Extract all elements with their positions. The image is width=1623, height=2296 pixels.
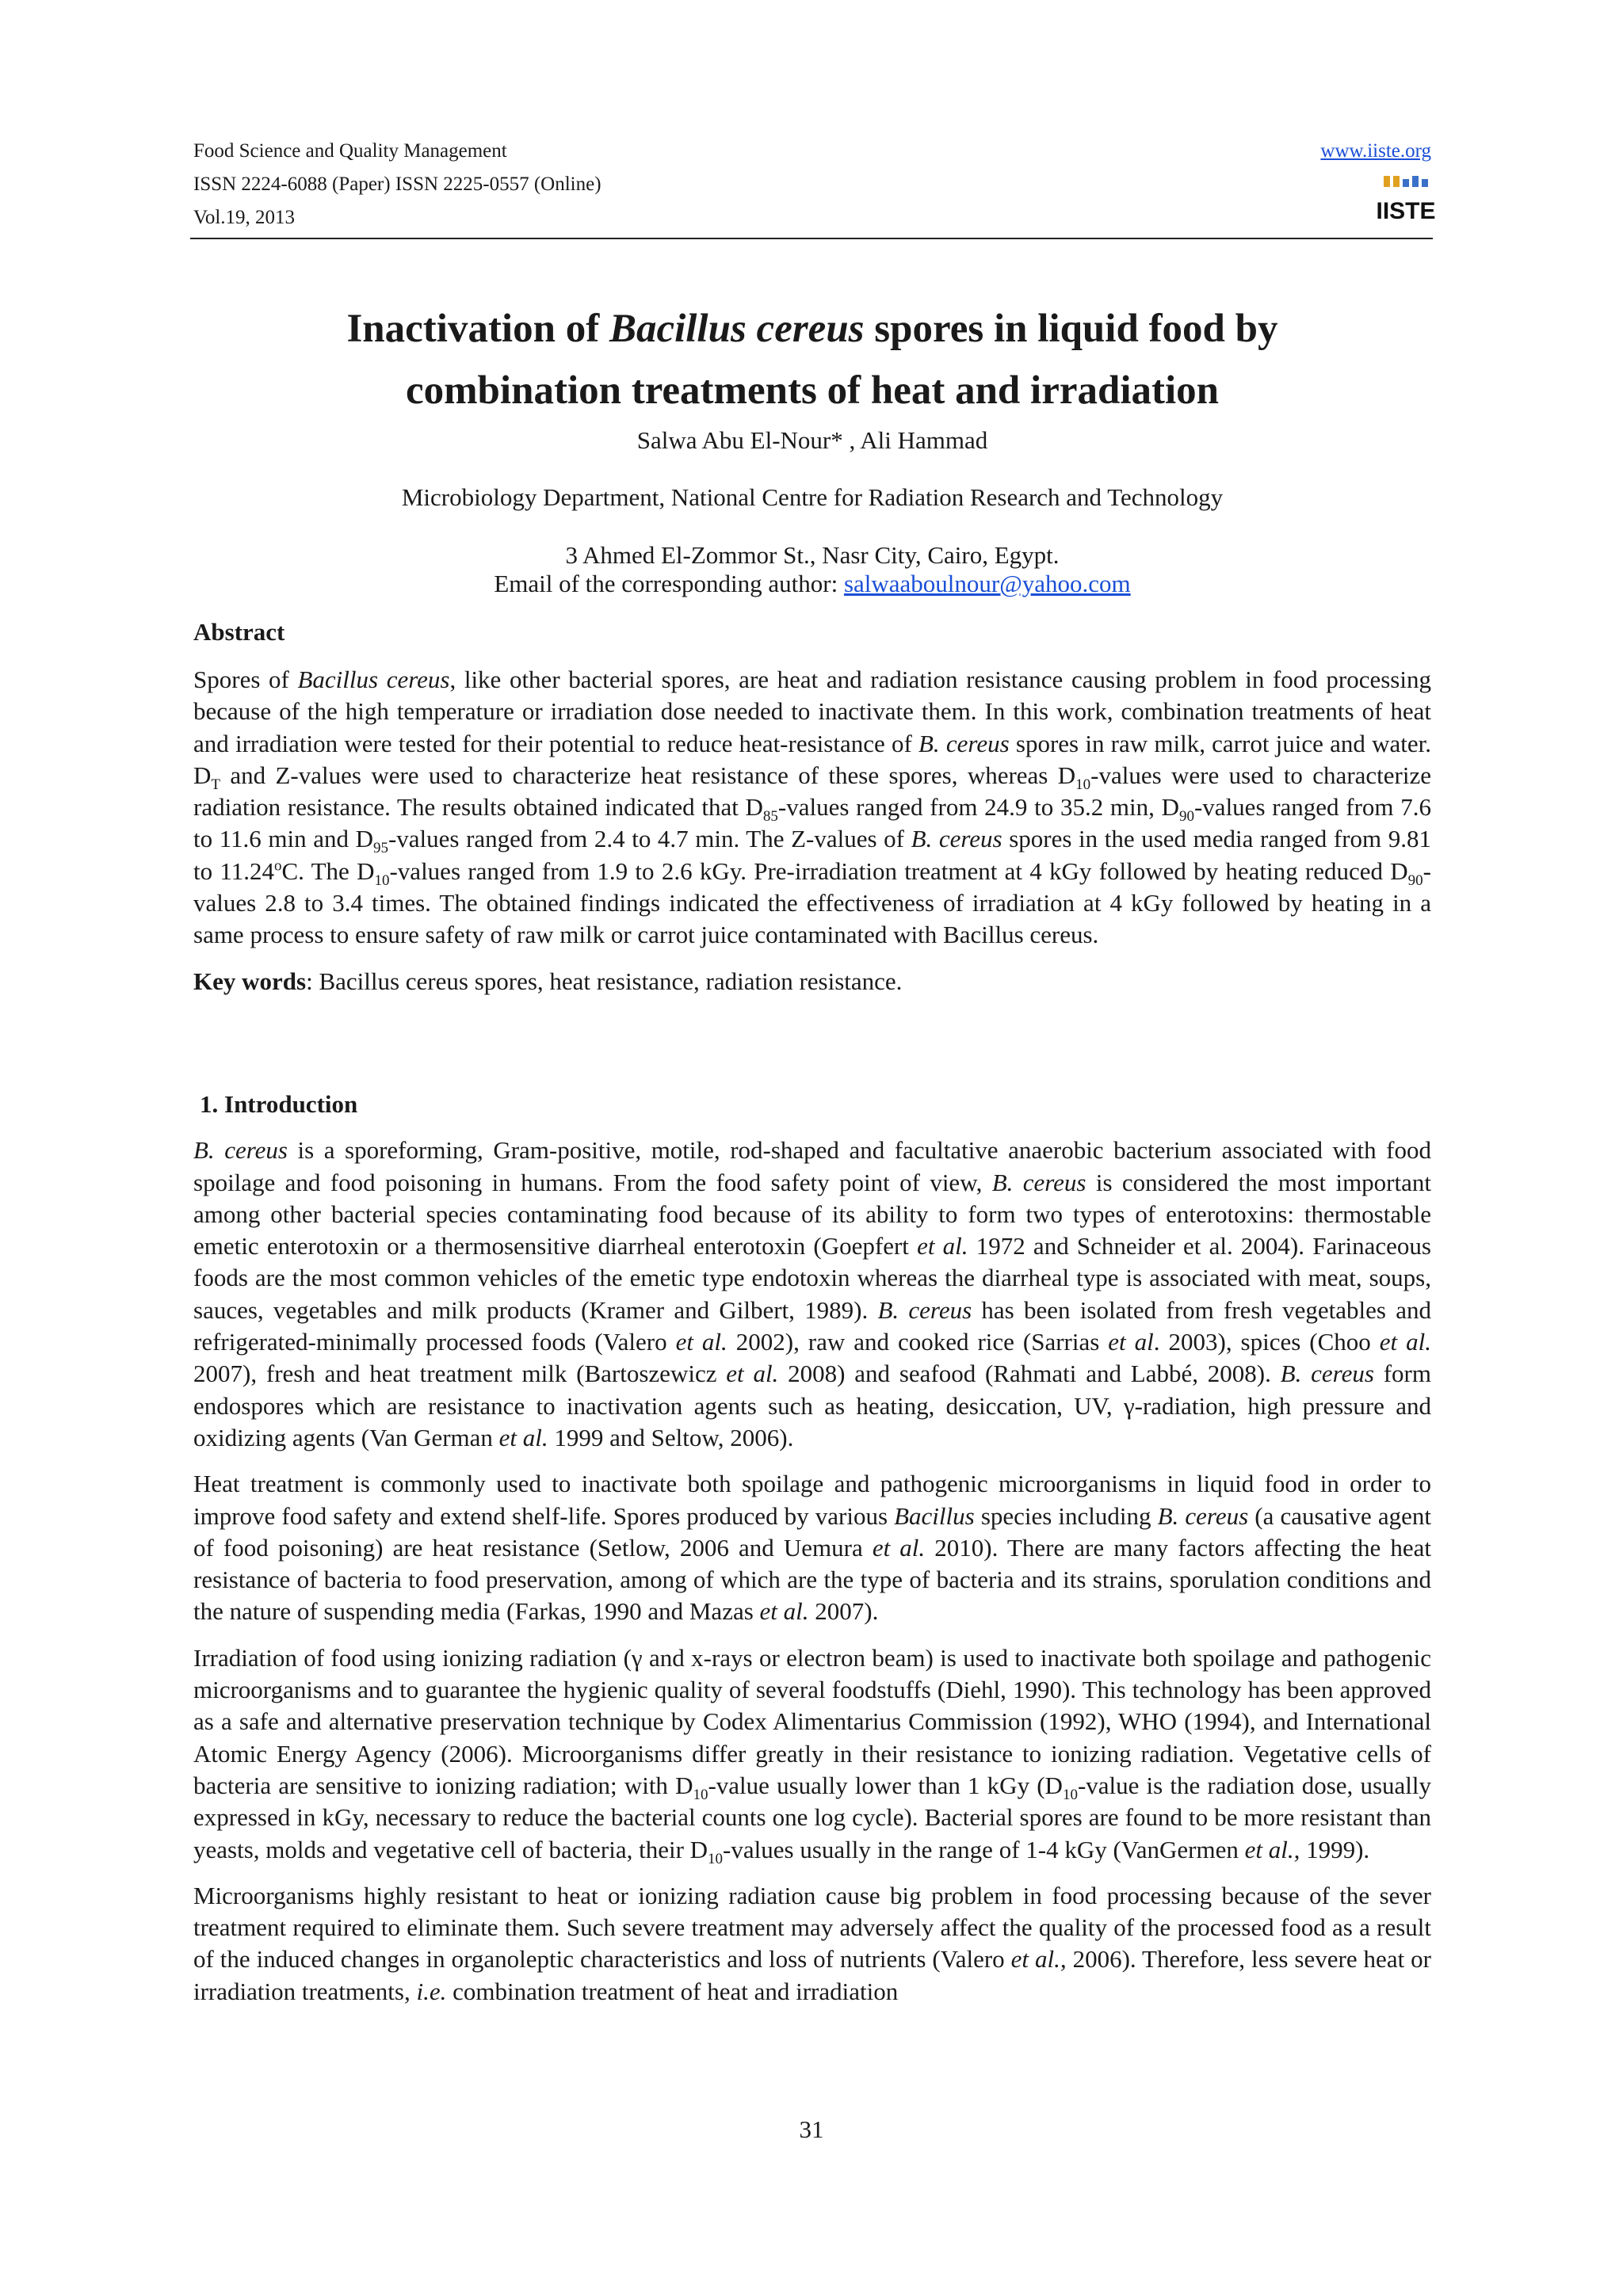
intro-paragraph-3: Irradiation of food using ionizing radiation (γ and x-rays or electron beam) is used to inactivate both spoilage and pathogenic microorganisms and to guarantee the hygienic quality of several foodstuffs (Diehl, 1990). This technology has been approved as a safe and alternative preservation technique by Codex Alimentarius Commission (1992), WHO (1994), and International Atomic Energy Agency (2006). Microorganisms differ greatly in their resistance to ionizing radiation. Vegetative cells of bacteria are sensitive to ionizing radiation; with $D_{10}$-value usually lower than 1 kGy ($D_{10}$-value is the radiation dose, usually expressed in kGy, necessary to reduce the bacterial counts one log cycle). Bacterial spores are found to be more resistant than yeasts, molds and vegetative cell of bacteria, their $D_{10}$-values usually in the range of 1-4 kGy (VanGermen et al., 1999). bbox=[193, 1643, 1431, 1867]
volume-line: Vol.19, 2013 bbox=[193, 207, 296, 228]
intro-paragraph-2: Heat treatment is commonly used to inactivate both spoilage and pathogenic microorganisms in liquid food in order to improve food safety and extend shelf-life. Spores produced by various Bacillus species including B. cereus (a causative agent of food poisoning) are heat resistance (Setlow, 2006 and Uemura et al. 2010). There are many factors affecting the heat resistance of bacteria to food preservation, among of which are the type of bacteria and its strains, sporulation conditions and the nature of suspending media (Farkas, 1990 and Mazas et al. 2007). bbox=[193, 1470, 1431, 1626]
svg-text:IISTE: IISTE bbox=[1376, 198, 1436, 224]
email-line: Email of the corresponding author: salwaaboulnour@yahoo.com bbox=[494, 570, 1131, 597]
page-number: 31 bbox=[799, 2115, 824, 2143]
keywords-line: Key words: Bacillus cereus spores, heat resistance, radiation resistance. bbox=[193, 967, 903, 995]
email-link[interactable]: salwaaboulnour@yahoo.com bbox=[843, 570, 1131, 597]
intro-paragraph-1: B. cereus is a sporeforming, Gram-positive, motile, rod-shaped and facultative anaerobic bacterium associated with food spoilage and food poisoning in humans. From the food safety point of view, B. cereus is considered the most important among other bacterial species contaminating food because of its ability to form two types of enterotoxins: thermostable emetic enterotoxin or a thermosensitive diarrheal enterotoxin (Goepfert et al. 1972 and Schneider et al. 2004). Farinaceous foods are the most common vehicles of the emetic type endotoxin whereas the diarrheal type is associated with meat, soups, sauces, vegetables and milk products (Kramer and Gilbert, 1989). B. cereus has been isolated from fresh vegetables and refrigerated-minimally processed foods (Valero et al. 2002), raw and cooked rice (Sarrias et al. 2003), spices (Choo et al. 2007), fresh and heat treatment milk (Bartoszewicz et al. 2008) and seafood (Rahmati and Labbé, 2008). B. cereus form endospores which are resistance to inactivation agents such as heating, desiccation, UV, γ-radiation, high pressure and oxidizing agents (Van German et al. 1999 and Seltow, 2006). bbox=[193, 1136, 1431, 1451]
journal-url-link[interactable]: www.iiste.org bbox=[1320, 140, 1431, 162]
affiliation: Microbiology Department, National Centre for Radiation Research and Technology bbox=[401, 483, 1224, 511]
iiste-logo-icon bbox=[1376, 173, 1436, 230]
abstract-body bbox=[193, 664, 1431, 1012]
abstract-heading: Abstract bbox=[193, 618, 285, 646]
header-divider bbox=[190, 238, 1433, 239]
address: 3 Ahmed El-Zommor St., Nasr City, Cairo, Egypt. bbox=[565, 541, 1060, 569]
intro-paragraph-4: Microorganisms highly resistant to heat or ionizing radiation cause big problem in food processing because of the sever treatment required to eliminate them. Such severe treatment may adversely affect the quality of the processed food as a result of the induced changes in organoleptic characteristics and loss of nutrients (Valero et al., 2006). Therefore, less severe heat or irradiation treatments, i.e. combination treatment of heat and irradiation bbox=[193, 1881, 1431, 2005]
authors: Salwa Abu El-Nour* , Ali Hammad bbox=[636, 426, 988, 454]
page-header bbox=[193, 135, 1436, 235]
paper-title: Inactivation of Bacillus cereus spores in liquid food by combination treatments of heat and irradiation bbox=[346, 307, 1278, 413]
introduction-section bbox=[193, 1089, 1431, 2022]
abstract-paragraph: Spores of Bacillus cereus, like other bacterial spores, are heat and radiation resistance causing problem in food processing because of the high temperature or irradiation dose needed to inactivate them. In this work, combination treatments of heat and irradiation were tested for their potential to reduce heat-resistance of B. cereus spores in raw milk, carrot juice and water. $D_T$ and Z-values were used to characterize heat resistance of these spores, whereas $D_{10}$-values were used to characterize radiation resistance. The results obtained indicated that $D_{85}$-values ranged from 24.9 to 35.2 min, $D_{90}$-values ranged from 7.6 to 11.6 min and $D_{95}$-values ranged from 2.4 to 4.7 min. The Z-values of B. cereus spores in the used media ranged from 9.81 to 11.24$^o$C. The $D_{10}$-values ranged from 1.9 to 2.6 kGy. Pre-irradiation treatment at 4 kGy followed by heating reduced $D_{90}$-values 2.8 to 3.4 times. The obtained findings indicated the effectiveness of irradiation at 4 kGy followed by heating in a same process to ensure safety of raw milk or carrot juice contaminated with Bacillus cereus. bbox=[193, 666, 1431, 949]
intro-heading: 1. Introduction bbox=[200, 1090, 358, 1118]
journal-name: Food Science and Quality Management bbox=[193, 140, 507, 162]
issn-line: ISSN 2224-6088 (Paper) ISSN 2225-0557 (Online) bbox=[193, 174, 601, 195]
